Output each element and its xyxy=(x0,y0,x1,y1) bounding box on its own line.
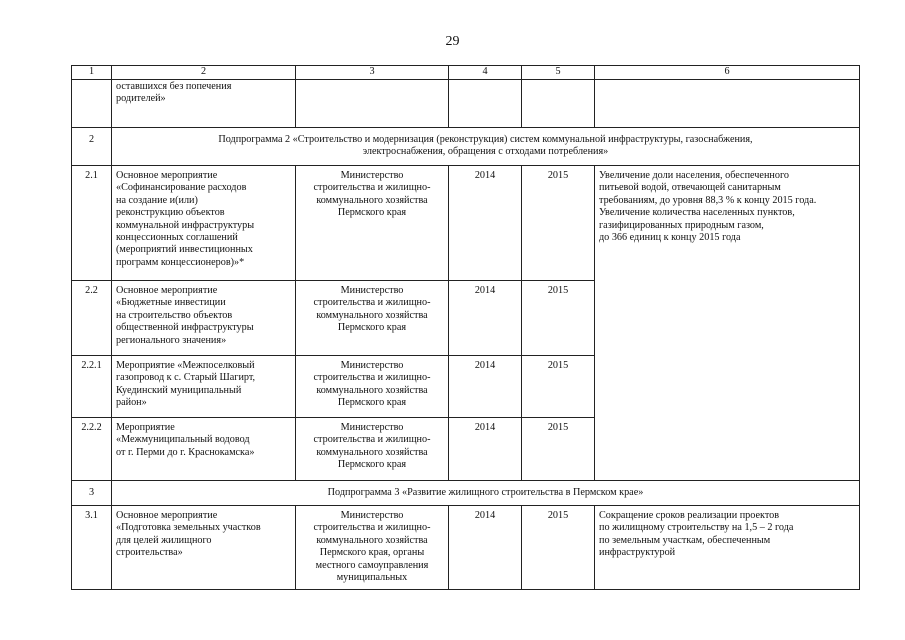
text-line: Пермского края xyxy=(337,459,407,471)
executor-cell xyxy=(296,80,449,128)
table-row xyxy=(72,506,860,590)
program-table xyxy=(71,65,860,590)
end-year-cell xyxy=(522,80,595,128)
text-line: Увеличение доли населения, обеспеченного xyxy=(599,170,789,181)
executor-cell xyxy=(296,166,449,281)
end-year-cell: 2015 xyxy=(522,418,595,481)
start-year-cell: 2014 xyxy=(449,356,522,418)
text-line: общественной инфраструктуры xyxy=(116,322,254,334)
text-line: коммунального хозяйства xyxy=(316,534,428,546)
text-line: Мероприятие «Межпоселковый xyxy=(116,360,255,371)
row-number-cell: 2.1 xyxy=(72,166,112,281)
start-year-cell: 2014 xyxy=(449,281,522,356)
executor-cell xyxy=(296,506,449,590)
text-line: Подпрограмма 2 «Строительство и модернизация (реконструкция) систем коммунальной инфраструктуры, газоснабжения, xyxy=(218,134,753,145)
start-year-cell: 2014 xyxy=(449,418,522,481)
text-line: муниципальных xyxy=(336,572,408,584)
section-row xyxy=(72,481,860,506)
section-number: 3 xyxy=(72,481,112,506)
text-line: инфраструктурой xyxy=(599,547,676,559)
end-year-cell: 2015 xyxy=(522,166,595,281)
executor-cell xyxy=(296,281,449,356)
section-title xyxy=(112,481,860,506)
row-number-cell: 3.1 xyxy=(72,506,112,590)
text-line: строительства и жилищно- xyxy=(313,182,431,194)
column-header: 3 xyxy=(296,66,449,80)
text-line: электроснабжения, обращения с отходами потребления» xyxy=(362,146,609,158)
measure-name-cell xyxy=(112,80,296,128)
text-line: газопровод к с. Старый Шагирт, xyxy=(116,372,256,384)
measure-name-cell xyxy=(112,418,296,481)
text-line: Пермского края xyxy=(337,322,407,334)
text-line: (мероприятий инвестиционных xyxy=(116,244,253,256)
text-line: концессионных соглашений xyxy=(116,232,238,244)
section-number: 2 xyxy=(72,128,112,166)
text-line: «Подготовка земельных участков xyxy=(116,522,261,534)
column-header-row xyxy=(72,66,860,80)
measure-name-cell xyxy=(112,356,296,418)
section-row xyxy=(72,128,860,166)
text-line: коммунального хозяйства xyxy=(316,309,428,321)
text-line: коммунальной инфраструктуры xyxy=(116,219,255,231)
measure-name-cell xyxy=(112,166,296,281)
text-line: Сокращение сроков реализации проектов xyxy=(599,510,780,521)
result-cell xyxy=(595,80,860,128)
column-header: 1 xyxy=(72,66,112,80)
text-line: «Бюджетные инвестиции xyxy=(116,297,226,309)
start-year-cell: 2014 xyxy=(449,166,522,281)
text-line: Куединский муниципальный xyxy=(116,384,242,396)
result-cell xyxy=(595,506,860,590)
text-line: Мероприятие xyxy=(116,422,175,433)
table-row xyxy=(72,80,860,128)
text-line: по земельным участкам, обеспеченным xyxy=(599,534,771,546)
start-year-cell xyxy=(449,80,522,128)
text-line: до 366 единиц к концу 2015 года xyxy=(599,232,741,244)
executor-cell xyxy=(296,418,449,481)
column-header: 4 xyxy=(449,66,522,80)
table-row xyxy=(72,166,860,281)
text-line: «Межмуниципальный водовод xyxy=(116,434,250,446)
page-number: 29 xyxy=(445,34,460,49)
text-line: на строительство объектов xyxy=(116,309,233,321)
text-line: строительства и жилищно- xyxy=(313,434,431,446)
text-line: на создание и(или) xyxy=(116,194,198,206)
text-line: Увеличение количества населенных пунктов, xyxy=(599,207,795,219)
text-line: Основное мероприятие xyxy=(116,285,218,296)
text-line: Пермского края xyxy=(337,207,407,219)
text-line: родителей» xyxy=(116,93,166,105)
text-line: для целей жилищного xyxy=(116,534,212,546)
measure-name-cell xyxy=(112,506,296,590)
text-line: Основное мероприятие xyxy=(116,510,218,521)
text-line: строительства» xyxy=(116,547,183,559)
text-line: строительства и жилищно- xyxy=(313,372,431,384)
executor-cell xyxy=(296,356,449,418)
text-line: коммунального хозяйства xyxy=(316,194,428,206)
text-line: коммунального хозяйства xyxy=(316,446,428,458)
row-number-cell xyxy=(72,80,112,128)
end-year-cell: 2015 xyxy=(522,281,595,356)
text-line: строительства и жилищно- xyxy=(313,297,431,309)
text-line: Подпрограмма 3 «Развитие жилищного строительства в Пермском крае» xyxy=(327,487,644,498)
text-line: Министерство xyxy=(340,422,404,433)
text-line: коммунального хозяйства xyxy=(316,384,428,396)
text-line: оставшихся без попечения xyxy=(116,81,232,92)
text-line: требованиям, до уровня 88,3 % к концу 2015 года. xyxy=(599,194,817,206)
start-year-cell: 2014 xyxy=(449,506,522,590)
text-line: программ концессионеров)»* xyxy=(116,256,245,268)
end-year-cell: 2015 xyxy=(522,506,595,590)
text-line: строительства и жилищно- xyxy=(313,522,431,534)
text-line: Пермского края xyxy=(337,397,407,409)
text-line: «Софинансирование расходов xyxy=(116,182,247,194)
result-cell xyxy=(595,166,860,481)
text-line: местного самоуправления xyxy=(315,559,429,571)
text-line: Министерство xyxy=(340,285,404,296)
measure-name-cell xyxy=(112,281,296,356)
text-line: регионального значения» xyxy=(116,334,227,346)
text-line: Министерство xyxy=(340,510,404,521)
row-number-cell: 2.2.2 xyxy=(72,418,112,481)
text-line: реконструкцию объектов xyxy=(116,207,225,219)
text-line: по жилищному строительству на 1,5 – 2 года xyxy=(599,522,794,534)
text-line: газифицированных природным газом, xyxy=(599,219,764,231)
row-number-cell: 2.2 xyxy=(72,281,112,356)
text-line: Министерство xyxy=(340,170,404,181)
column-header: 2 xyxy=(112,66,296,80)
column-header: 5 xyxy=(522,66,595,80)
end-year-cell: 2015 xyxy=(522,356,595,418)
row-number-cell: 2.2.1 xyxy=(72,356,112,418)
text-line: Министерство xyxy=(340,360,404,371)
section-title xyxy=(112,128,860,166)
text-line: от г. Перми до г. Краснокамска» xyxy=(116,446,255,458)
text-line: район» xyxy=(116,397,147,409)
text-line: Пермского края, органы xyxy=(319,547,425,559)
text-line: Основное мероприятие xyxy=(116,170,218,181)
text-line: питьевой водой, отвечающей санитарным xyxy=(599,182,781,194)
column-header: 6 xyxy=(595,66,860,80)
